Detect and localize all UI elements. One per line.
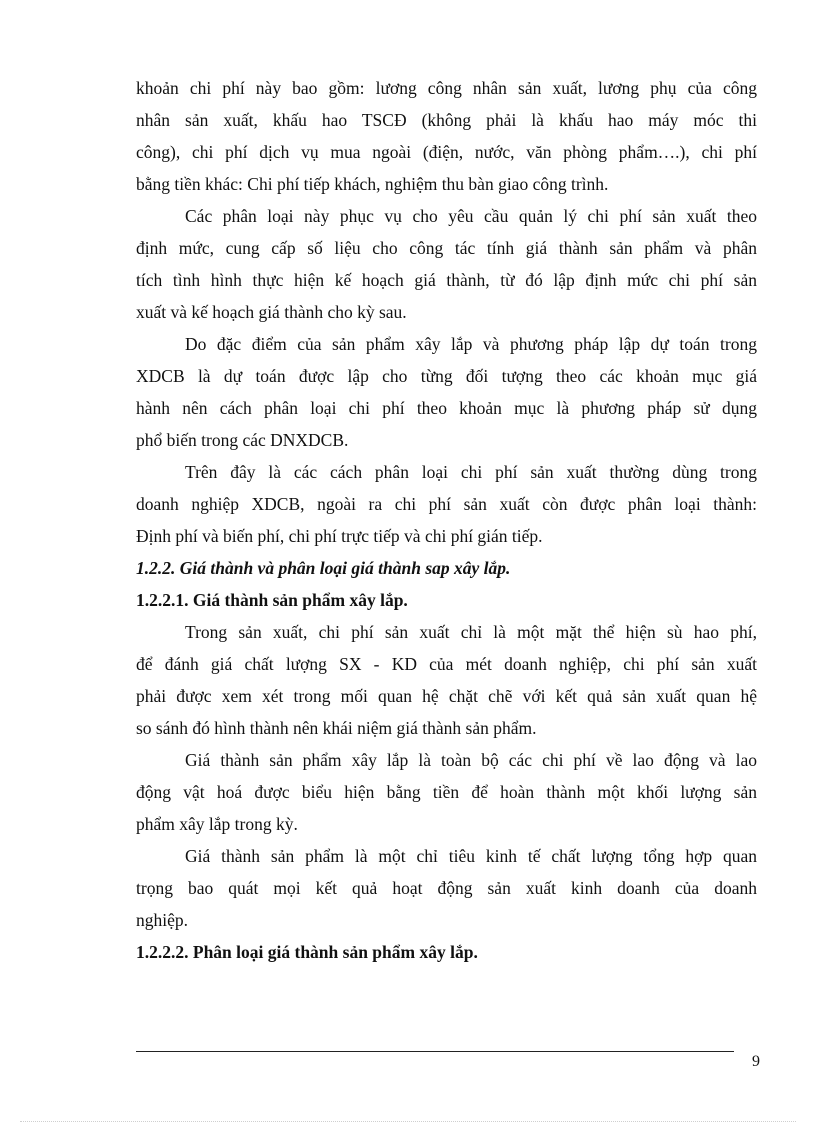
text-line: trọng bao quát mọi kết quả hoạt động sản xuất kinh doanh của doanh [136, 878, 757, 898]
text-line: Định phí và biến phí, chi phí trực tiếp và chi phí gián tiếp. [136, 526, 543, 546]
page-edge-dotted-line [20, 1121, 796, 1122]
text-line: nhân sản xuất, khấu hao TSCĐ (không phải là khấu hao máy móc thi [136, 110, 757, 130]
text-line: để đánh giá chất lượng SX - KD của mét doanh nghiệp, chi phí sản xuất [136, 654, 757, 674]
text-line: doanh nghiệp XDCB, ngoài ra chi phí sản xuất còn được phân loại thành: [136, 494, 757, 514]
text-line: tích tình hình thực hiện kế hoạch giá thành, từ đó lập định mức chi phí sản [136, 270, 757, 290]
text-line: công), chi phí dịch vụ mua ngoài (điện, nước, văn phòng phẩm….), chi phí [136, 142, 757, 162]
text-line: phải được xem xét trong mối quan hệ chặt chẽ với kết quả sản xuất quan hệ [136, 686, 757, 706]
text-line: phổ biến trong các DNXDCB. [136, 430, 349, 450]
page-number: 9 [752, 1053, 760, 1070]
section-heading: 1.2.2. Giá thành và phân loại giá thành sap xây lắp. [136, 558, 511, 578]
paragraph-first-line: Do đặc điểm của sản phẩm xây lắp và phương pháp lập dự toán trong [185, 334, 757, 354]
paragraph-first-line: Giá thành sản phẩm là một chỉ tiêu kinh tế chất lượng tổng hợp quan [185, 846, 757, 866]
subsection-heading: 1.2.2.2. Phân loại giá thành sản phẩm xây lắp. [136, 942, 478, 962]
text-line: XDCB là dự toán được lập cho từng đối tượng theo các khoản mục giá [136, 366, 757, 386]
paragraph-first-line: Trên đây là các cách phân loại chi phí sản xuất thường dùng trong [185, 462, 757, 482]
paragraph-first-line: Trong sản xuất, chi phí sản xuất chỉ là một mặt thể hiện sù hao phí, [185, 622, 757, 642]
text-line: bằng tiền khác: Chi phí tiếp khách, nghiệm thu bàn giao công trình. [136, 174, 609, 194]
text-line: nghiệp. [136, 910, 189, 930]
paragraph-first-line: Các phân loại này phục vụ cho yêu cầu quản lý chi phí sản xuất theo [185, 206, 757, 226]
document-body [136, 72, 757, 968]
text-line: khoản chi phí này bao gồm: lương công nhân sản xuất, lương phụ của công [136, 78, 757, 98]
text-line: xuất và kế hoạch giá thành cho kỳ sau. [136, 302, 407, 322]
text-line: so sánh đó hình thành nên khái niệm giá thành sản phẩm. [136, 718, 537, 738]
text-line: định mức, cung cấp số liệu cho công tác tính giá thành sản phẩm và phân [136, 238, 757, 258]
subsection-heading: 1.2.2.1. Giá thành sản phẩm xây lắp. [136, 590, 408, 610]
text-line: phẩm xây lắp trong kỳ. [136, 814, 298, 834]
paragraph-first-line: Giá thành sản phẩm xây lắp là toàn bộ các chi phí về lao động và lao [185, 750, 757, 770]
text-line: động vật hoá được biểu hiện bằng tiền để hoàn thành một khối lượng sản [136, 782, 757, 802]
footer-divider [136, 1051, 734, 1052]
text-line: hành nên cách phân loại chi phí theo khoản mục là phương pháp sử dụng [136, 398, 757, 418]
